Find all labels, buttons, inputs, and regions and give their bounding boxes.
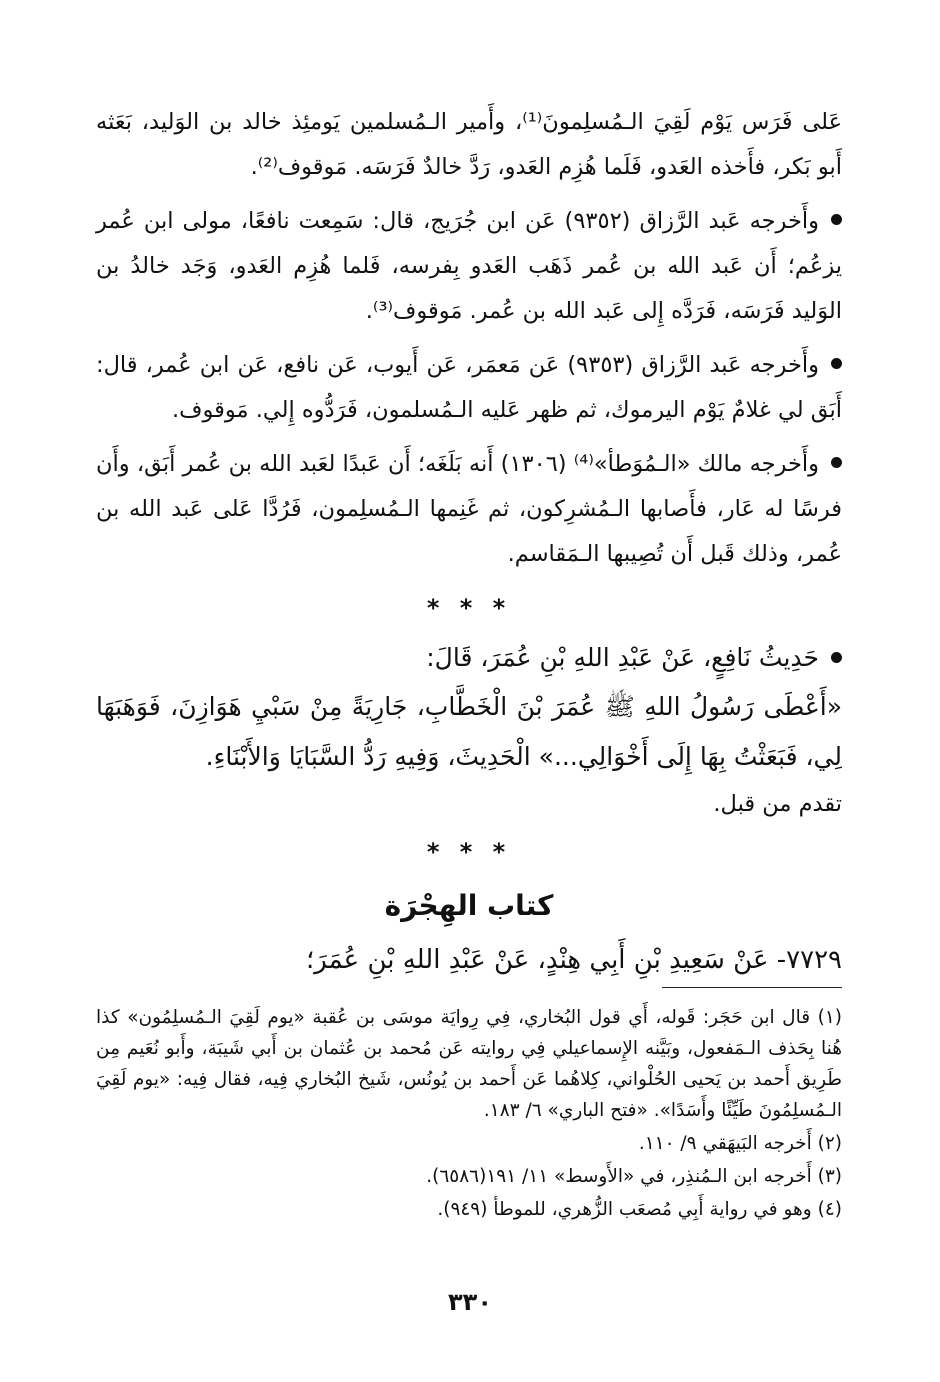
paragraph-text: وأَخرجه عَبد الرَّزاق (٩٣٥٢) عَن ابن جُرَيج، قال: سَمِعت نافعًا، مولى ابن عُمر يزعُم؛ أَن عَبد الله بن عُمر ذَهَب العَدو بِفرسه، فَلما هُزِم العَدو، وَجَد خالدُ بن الوَليد فَرَسَه، فَرَدَّه إِلى عَبد الله بن عُمر. مَوقوف⁽³⁾. <box>96 208 842 324</box>
footnotes <box>96 1002 842 1227</box>
footnote-1: (١) قال ابن حَجَر: قَوله، أَي قول البُخاري، فِي رِوايَة موسَى بن عُقبة «يوم لَقِيَ الـمُسلِمُون» كذا هُنا بِحَذف الـمَفعول، وبَيَّنه الإِسماعيلي فِي روايته عَن مُحمد بن عُثمان بن أَبي شَيبَة، وأَبو نُعَيم مِن طَرِيق أَحمد بن يَحيى الحُلْواني، كِلاهُما عَن أَحمد بن يُونُس، شَيخ البُخاري فِيه، فقال فِيه: «يوم لَقِيَ الـمُسلِمُونَ طَيِّئًا وأَسَدًا». «فتح الباري» ٦/ ١٨٣. <box>96 1007 842 1121</box>
paragraph-malik-muwatta <box>96 442 842 577</box>
paragraph-abdulrazzaq-9352 <box>96 199 842 334</box>
chapter-title: كتاب الهِجْرَة <box>384 889 554 922</box>
hadith-quote: «أَعْطَى رَسُولُ اللهِ ﷺ عُمَرَ بْنَ الْخَطَّابِ، جَارِيَةً مِنْ سَبْيِ هَوَازِنَ، فَوَهَبَهَا لِي، فَبَعَثْتُ بِهَا إِلَى أَخْوَالِي...» الْحَدِيثَ، وَفِيهِ رَدُّ السَّبَايَا وَالأَبْنَاءِ. <box>96 692 842 771</box>
bullet-icon <box>831 214 842 225</box>
main-text <box>96 100 842 986</box>
page-number: ٣٣٠ <box>448 1288 492 1316</box>
section-separator: * * * <box>426 594 512 622</box>
footnote-3: (٣) أَخرجه ابن الـمُنذِر، في «الأَوسط» ١١/ ١٩١(٦٥٨٦). <box>426 1166 842 1187</box>
footnote-2: (٢) أَخرجه البَيهَقي ٩/ ١١٠. <box>638 1133 842 1154</box>
paragraph-text: وأَخرجه مالك «الـمُوَطأ»⁽⁴⁾ (١٣٠٦) أَنه بَلَغَه؛ أَن عَبدًا لعَبد الله بن عُمر أَبَق، وأَن فرسًا له عَار، فأَصابها الـمُشرِكون، ثم غَنِمها الـمُسلِمون، فَرُدَّا عَلى عَبد الله بن عُمر، وذلك قَبل أَن تُصِيبها الـمَقاسم. <box>96 451 842 567</box>
cross-reference-note: تقدم من قبل. <box>713 791 842 817</box>
footnote-4: (٤) وهو في رواية أَبِي مُصعَب الزُّهري، للموطأ (٩٤٩). <box>437 1199 842 1220</box>
bullet-icon <box>831 457 842 468</box>
paragraph-text: وأَخرجه عَبد الرَّزاق (٩٣٥٣) عَن مَعمَر، عَن أَيوب، عَن نافع، عَن ابن عُمر، قال: أَبَق لي غلامٌ يَوْم اليرموك، ثم ظهر عَليه الـمُسلمون، فَرَدُّوه إِلي. مَوقوف. <box>96 352 842 423</box>
hadith-7729-opening: ٧٧٢٩- عَنْ سَعِيدِ بْنِ أَبِي هِنْدٍ، عَنْ عَبْدِ اللهِ بْنِ عُمَرَ؛ <box>306 945 842 975</box>
hadith-heading-text: حَدِيثُ نَافِعٍ، عَنْ عَبْدِ اللهِ بْنِ عُمَرَ، قَالَ: <box>426 643 819 672</box>
hadith-heading <box>96 634 842 682</box>
section-separator: * * * <box>426 838 512 866</box>
footnote-divider <box>662 987 842 988</box>
paragraph-abdulrazzaq-9353 <box>96 343 842 433</box>
bullet-icon <box>831 652 842 663</box>
paragraph-continuation: عَلى فَرَس يَوْم لَقِيَ الـمُسلِمونَ⁽¹⁾، وأَمير الـمُسلمين يَومئِذ خالد بن الوَليد، بَعَثه أَبو بَكر، فأَخذه العَدو، فَلَما هُزِم العَدو، رَدَّ خالدٌ فَرَسَه. مَوقوف⁽²⁾. <box>96 109 842 180</box>
bullet-icon <box>831 358 842 369</box>
